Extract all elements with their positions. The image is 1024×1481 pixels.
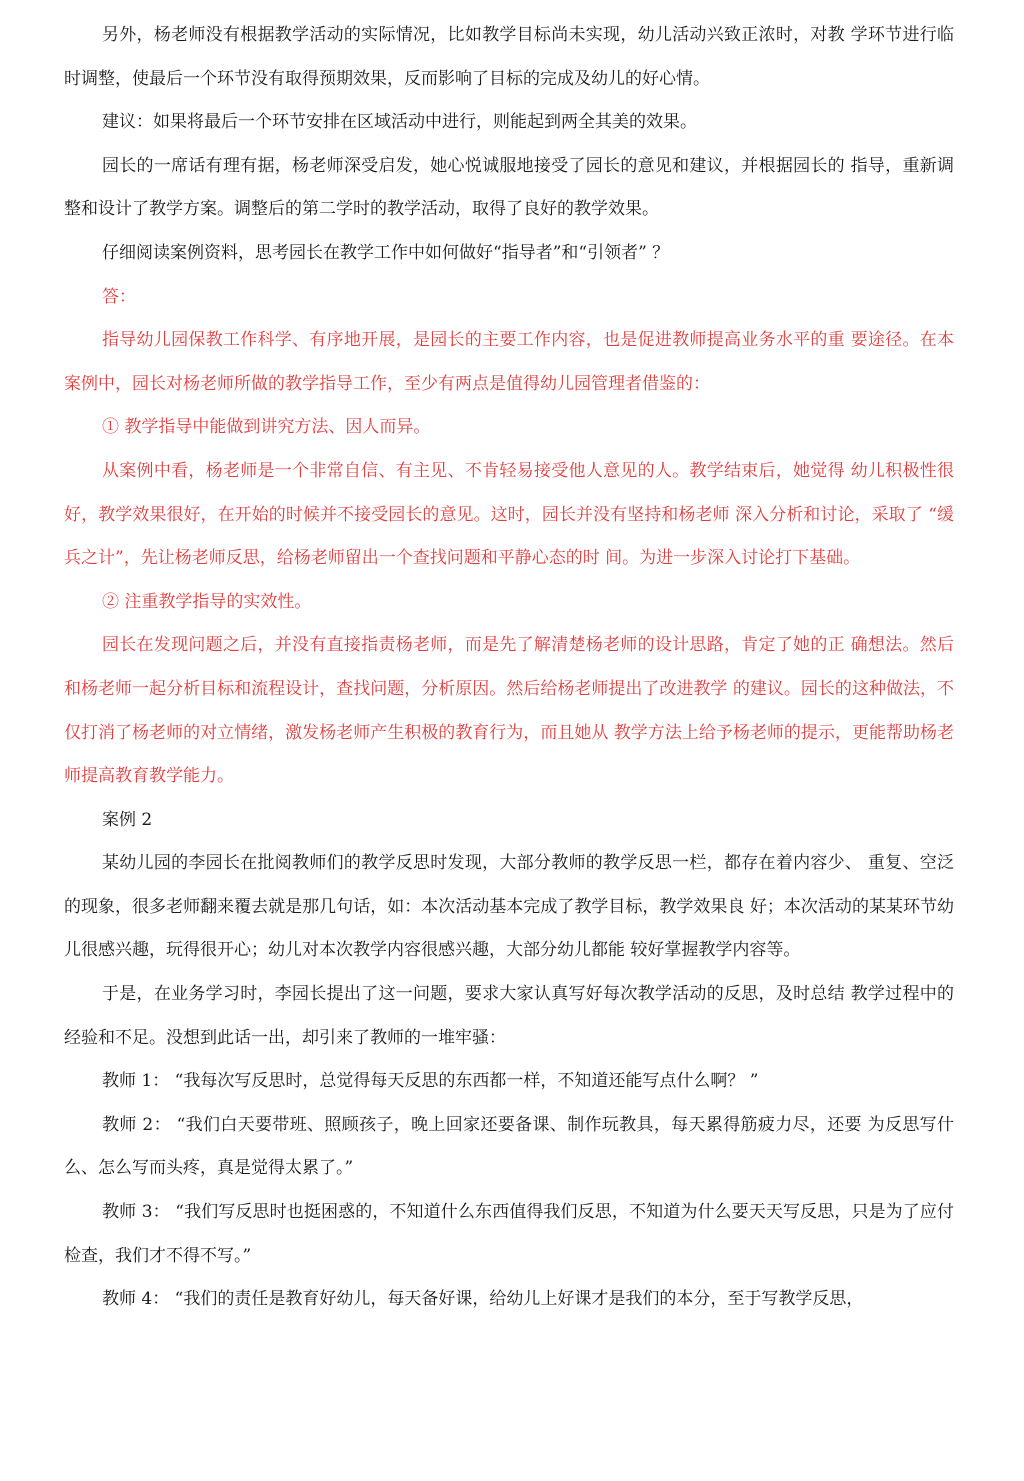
paragraph: 园长的一席话有理有据，杨老师深受启发，她心悦诚服地接受了园长的意见和建议，并根据园长的 指导，重新调整和设计了教学方案。调整后的第二学时的教学活动，取得了良好的教学效果。 [64, 155, 954, 220]
paragraph: 于是，在业务学习时，李园长提出了这一问题，要求大家认真写好每次教学活动的反思，及时总结 教学过程中的经验和不足。没想到此话一出，却引来了教师的一堆牢骚： [64, 984, 954, 1048]
answer-paragraph: 从案例中看，杨老师是一个非常自信、有主见、不肯轻易接受他人意见的人。教学结束后，她觉得 幼儿积极性很好，教学效果很好，在开始的时候并不接受园长的意见。这时，园长并没有坚持和杨老师 深入分析和讨论，采取了 “缓兵之计”，先让杨老师反思，给杨老师留出一个查找问题和平静心态的时 间。为进一步深入讨论打下基础。 [64, 460, 954, 569]
answer-point-2: ② 注重教学指导的实效性。 [102, 591, 312, 612]
paragraph: 某幼儿园的李园长在批阅教师们的教学反思时发现，大部分教师的教学反思一栏，都存在着内容少、 重复、空泛的现象，很多老师翻来覆去就是那几句话，如：本次活动基本完成了教学目标，教学效果良 好；本次活动的某某环节幼儿很感兴趣，玩得很开心；幼儿对本次教学内容很感兴趣，大部分幼儿都能 较好掌握教学内容等。 [64, 853, 954, 961]
question-paragraph: 仔细阅读案例资料，思考园长在教学工作中如何做好“指导者”和“引领者” ？ [102, 242, 670, 263]
teacher-quote: 教师 4： “我们的责任是教育好幼儿，每天备好课，给幼儿上好课才是我们的本分，至于写教学反思， [102, 1289, 864, 1310]
case-heading: 案例 2 [102, 809, 153, 830]
answer-point-1: ① 教学指导中能做到讲究方法、因人而异。 [102, 417, 431, 438]
document-body [64, 14, 954, 1322]
teacher-quote: 教师 1： “我每次写反思时，总觉得每天反思的东西都一样，不知道还能写点什么啊？ ” [102, 1071, 759, 1092]
teacher-quote: 教师 3： “我们写反思时也挺困惑的，不知道什么东西值得我们反思，不知道为什么要天天写反思，只是为了应付检查，我们才不得不写。” [64, 1202, 954, 1266]
teacher-quote: 教师 2： “我们白天要带班、照顾孩子，晚上回家还要备课、制作玩教具，每天累得筋疲力尽，还要 为反思写什么、怎么写而头疼，真是觉得太累了。” [64, 1114, 954, 1179]
paragraph: 另外，杨老师没有根据教学活动的实际情况，比如教学目标尚未实现，幼儿活动兴致正浓时，对教 学环节进行临时调整，使最后一个环节没有取得预期效果，反而影响了目标的完成及幼儿的好心情。 [64, 25, 954, 89]
paragraph: 建议：如果将最后一个环节安排在区域活动中进行，则能起到两全其美的效果。 [102, 112, 697, 133]
answer-paragraph: 指导幼儿园保教工作科学、有序地开展，是园长的主要工作内容，也是促进教师提高业务水平的重 要途径。在本案例中，园长对杨老师所做的教学指导工作，至少有两点是值得幼儿园管理者借鉴的： [64, 330, 954, 394]
answer-paragraph: 园长在发现问题之后，并没有直接指责杨老师，而是先了解清楚杨老师的设计思路，肯定了她的正 确想法。然后和杨老师一起分析目标和流程设计，查找问题，分析原因。然后给杨老师提出了改进教学 的建议。园长的这种做法，不仅打消了杨老师的对立情绪，激发杨老师产生积极的教育行为，而且她从 教学方法上给予杨老师的提示，更能帮助杨老师提高教育教学能力。 [64, 635, 954, 787]
answer-label: 答： [102, 286, 136, 307]
